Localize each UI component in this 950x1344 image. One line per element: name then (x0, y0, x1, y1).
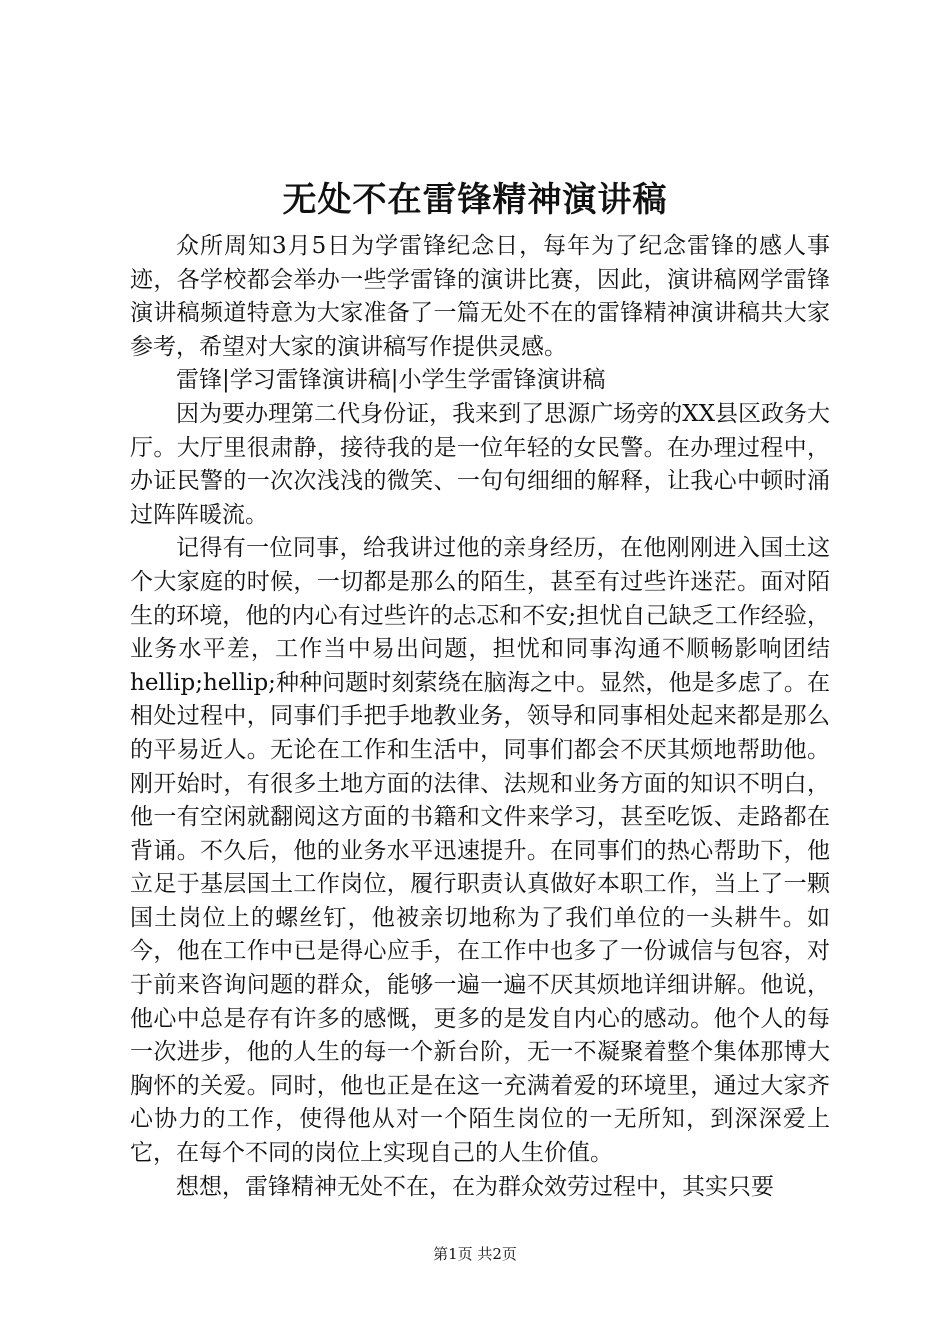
paragraph-colleague-story: 记得有一位同事，给我讲过他的亲身经历，在他刚刚进入国土这个大家庭的时候，一切都是那么的陌生，甚至有过些许迷茫。面对陌生的环境，他的内心有过些许的忐忑和不安;担忧自己缺乏工作经验，业务水平差，工作当中易出问题，担忧和同事沟通不顺畅影响团结hellip;hellip;种种问题时刻萦绕在脑海之中。显然，他是多虑了。在相处过程中，同事们手把手地教业务，领导和同事相处起来都是那么的平易近人。无论在工作和生活中，同事们都会不厌其烦地帮助他。刚开始时，有很多土地方面的法律、法规和业务方面的知识不明白，他一有空闲就翻阅这方面的书籍和文件来学习，甚至吃饭、走路都在背诵。不久后，他的业务水平迅速提升。在同事们的热心帮助下，他立足于基层国土工作岗位，履行职责认真做好本职工作，当上了一颗国土岗位上的螺丝钉，他被亲切地称为了我们单位的一头耕牛。如今，他在工作中已是得心应手，在工作中也多了一份诚信与包容，对于前来咨询问题的群众，能够一遍一遍不厌其烦地详细讲解。他说，他心中总是存有许多的感慨，更多的是发自内心的感动。他个人的每一次进步，他的人生的每一个新台阶，无一不凝聚着整个集体那博大胸怀的关爱。同时，他也正是在这一充满着爱的环境里，通过大家齐心协力的工作，使得他从对一个陌生岗位的一无所知，到深深爱上它，在每个不同的岗位上实现自己的人生价值。 (130, 535, 830, 1167)
paragraph-conclusion: 想想，雷锋精神无处不在，在为群众效劳过程中，其实只要 (176, 1173, 774, 1200)
page-footer: 第1页 共2页 (433, 1245, 517, 1263)
paragraph-tags: 雷锋|学习雷锋演讲稿|小学生学雷锋演讲稿 (176, 367, 606, 394)
document-title: 无处不在雷锋精神演讲稿 (282, 180, 668, 220)
paragraph-intro: 众所周知3月5日为学雷锋纪念日，每年为了纪念雷锋的感人事迹，各学校都会举办一些学雷锋的演讲比赛，因此，演讲稿网学雷锋演讲稿频道特意为大家准备了一篇无处不在的雷锋精神演讲稿共大家参考，希望对大家的演讲稿写作提供灵感。 (130, 233, 830, 360)
document-body (130, 230, 830, 1204)
paragraph-id-card: 因为要办理第二代身份证，我来到了思源广场旁的XX县区政务大厅。大厅里很肃静，接待我的是一位年轻的女民警。在办理过程中，办证民警的一次次浅浅的微笑、一句句细细的解释，让我心中顿时涌过阵阵暖流。 (130, 400, 830, 528)
